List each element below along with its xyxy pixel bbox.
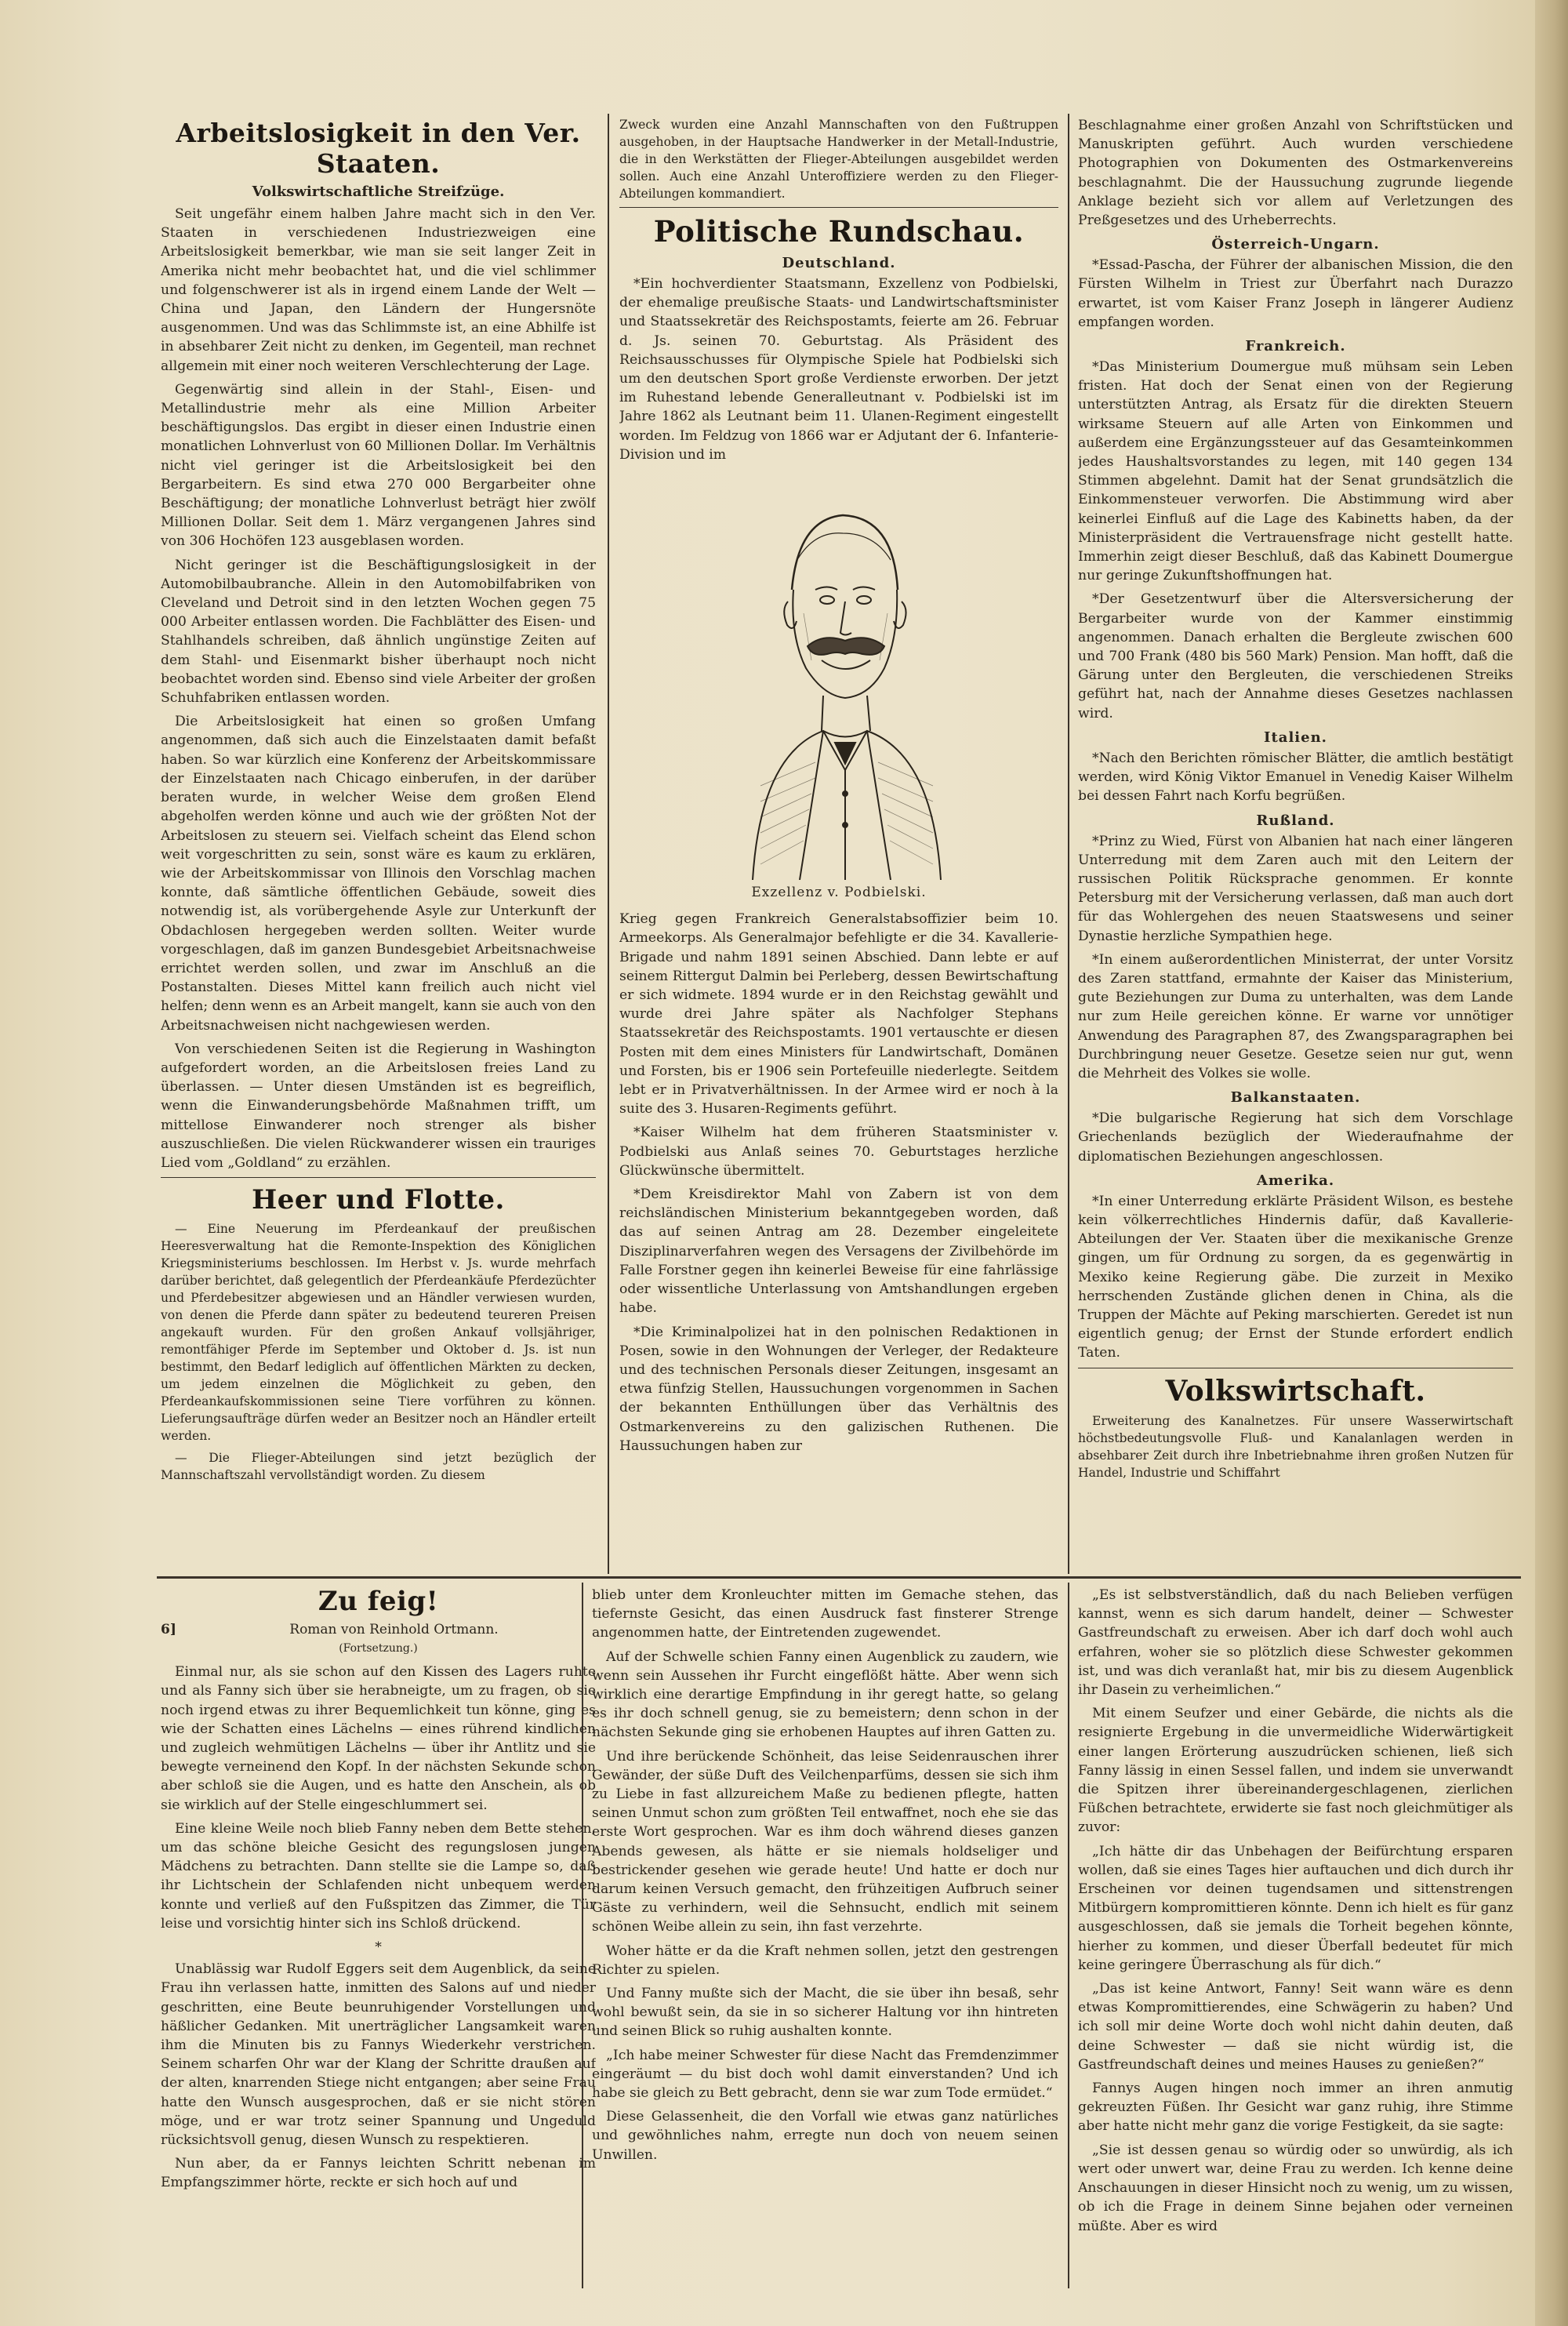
article-paragraph: *Prinz zu Wied, Fürst von Albanien hat nach einer längeren Unterredung mit dem Zaren auch mit den Leitern der russischen Politik Rücksprache genommen. Er konnte Petersburg mit der Versicherung verlassen, daß man auch dort für das Wohlergehen des neuen Staatswesens und seiner Dynastie herzliche Sympathien hege. [1078, 833, 1513, 944]
article-paragraph: *In einem außerordentlichen Ministerrat, der unter Vorsitz des Zaren stattfand, ermahnte der Kaiser das Ministerium, gute Beziehungen zur Duma zu unterhalten, was dem Lande nur zum Heile gereichen könne. Er warne vor unnötiger Anwendung des Paragraphen 87, des Zwangsparagraphen bei Durchbringung neuer Gesetze. Gesetze seien nur gut, wenn die Mehrheit des Volkes sie wolle. [1078, 951, 1513, 1081]
article-paragraph: *Das Ministerium Doumergue muß mühsam sein Leben fristen. Hat doch der Senat einen von der Regierung unterstützten Antrag, als Ersatz für die direkten Steuern wirksame Steuern auf alle Arten von Einkommen und außerdem eine Ergänzungssteuer auf das Gesamteinkommen jedes Haushaltsvorstandes zu legen, mit 140 gegen 134 Stimmen abgelehnt. Damit hat der Senat grundsätzlich die Einkommensteuer verworfen. Die Abstimmung wird aber keinerlei Einfluß auf die Lage des Kabinetts haben, da der Ministerpräsident die Vertrauensfrage nicht gestellt hatte. Immerhin zeigt dieser Beschluß, daß das Kabinett Doumergue nur geringe Zukunftshoffnungen hat. [1078, 359, 1513, 584]
country-heading: Österreich-Ungarn. [1211, 236, 1380, 253]
novel-column-3 [1078, 1586, 1513, 2291]
column-3 [1078, 116, 1513, 1575]
article-paragraph: *In einer Unterredung erklärte Präsident Wilson, es bestehe kein völkerrechtliches Hindernis dafür, daß Kavallerie-Abteilungen der Ver. Staaten über die mexikanische Grenze gingen, um für Ordnung zu sorgen, da es gegenwärtig in Mexiko keine Regierung gäbe. Die zurzeit in Mexiko herrschenden Zustände glichen denen in China, als die Truppen der Mächte auf Peking marschierten. Geredet ist nun eigentlich genug; der Ernst der Stunde erfordert endlich Taten. [1078, 1193, 1513, 1361]
article-subtitle: Volkswirtschaftliche Streifzüge. [252, 184, 505, 200]
novel-paragraph: Unablässig war Rudolf Eggers seit dem Augenblick, da seine Frau ihn verlassen hatte, inmitten des Salons auf und nieder geschritten, eine Beute beunruhigender Vorstellungen und häßlicher Gedanken. Mit unerträglicher Langsamkeit waren ihm die Minuten bis zu Fannys Wiederkehr verstrichen. Seinem scharfen Ohr war der Klang der Schritte draußen auf der alten, knarrenden Stiege nicht entgangen; aber seine Frau hatte den Wunsch ausgesprochen, daß er sie nicht stören möge, und er war trotz seiner Spannung und Ungeduld rücksichtsvoll genug, diesen Wunsch zu respektieren. [161, 1961, 596, 2149]
article-paragraph: Seit ungefähr einem halben Jahre macht sich in den Ver. Staaten in verschiedenen Industriezweigen eine Arbeitslosigkeit bemerkbar, wie man sie seit langer Zeit in Amerika nicht mehr beobachtet hat, und die viel schlimmer und folgenschwerer ist als in irgend einem Lande der Welt — China und Japan, den Ländern der Hungersnöte ausgenommen. Und was das Schlimmste ist, an eine Abhilfe ist in absehbarer Zeit nicht zu denken, im Gegenteil, man rechnet allgemein mit einer noch weiteren Verschlechterung der Lage. [161, 206, 596, 374]
novel-paragraph: „Ich habe meiner Schwester für diese Nacht das Fremdenzimmer eingeräumt — du bist doch wohl damit einverstanden? Und ich habe sie gleich zu Bett gebracht, denn sie war zum Tode ermüdet.“ [592, 2047, 1058, 2102]
page-binding-edge [1535, 0, 1568, 2326]
novel-paragraph: „Das ist keine Antwort, Fanny! Seit wann wäre es denn etwas Kompromittierendes, eine Schwägerin zu haben? Und ich soll mir deine Worte doch wohl nicht dahin deuten, daß deine Schwester — daß sie nicht würdig ist, die Gastfreundschaft deines und meines Hauses zu genießen?“ [1078, 1981, 1513, 2073]
article-paragraph: *Der Gesetzentwurf über die Altersversicherung der Bergarbeiter wurde von der Kammer einstimmig angenommen. Danach erhalten die Bergleute zwischen 600 und 700 Frank (480 bis 560 Mark) Pension. Man hofft, daß die Gärung unter den Bergleuten, die verschiedenen Streiks geführt hat, nach der Annahme dieses Gesetzes nachlassen wird. [1078, 591, 1513, 721]
novel-paragraph: Und ihre berückende Schönheit, das leise Seidenrauschen ihrer Gewänder, der süße Duft des Veilchenparfüms, dessen sie sich ihm zu Liebe in fast allzureichem Maße zu bedienen pflegte, hatten seinen Unmut schon zum größten Teil entwaffnet, noch ehe sie das erste Wort gesprochen. War es ihm doch während dieses ganzen Abends gewesen, als hätte er sie niemals holdseliger und bestrickender gesehen wie gerade heute! Und hatte er doch nur darum keinen Versuch gemacht, den frühzeitigen Aufbruch seiner Gäste zu verhindern, weil die Sehnsucht, endlich mit seinem schönen Weibe allein zu sein, ihn fast verzehrte. [592, 1748, 1058, 1935]
article-paragraph: *Essad-Pascha, der Führer der albanischen Mission, die den Fürsten Wilhelm in Triest zur Überfahrt nach Durazzo erwartet, ist vom Kaiser Franz Joseph in längerer Audienz empfangen worden. [1078, 257, 1513, 330]
country-heading: Amerika. [1256, 1172, 1335, 1189]
novel-paragraph: Auf der Schwelle schien Fanny einen Augenblick zu zaudern, wie wenn sein Aussehen ihr Furcht eingeflößt hätte. Aber wenn sich wirklich eine derartige Empfindung in ihr geregt hatte, so gelang es ihr doch schnell genug, sie zu bemeistern; denn schon in der nächsten Sekunde ging sie erhobenen Hauptes auf ihren Gatten zu. [592, 1648, 1058, 1741]
section-title: Politische Rundschau. [653, 214, 1025, 249]
novel-title: Zu feig! [318, 1586, 439, 1617]
article-paragraph: — Eine Neuerung im Pferdeankauf der preußischen Heeresverwaltung hat die Remonte-Inspektion des Königlichen Kriegsministeriums beschlossen. Im Herbst v. Js. wurde mehrfach darüber berichtet, daß gelegentlich der Pferdeankäufe Pferdezüchter und Pferdebesitzer abgewiesen und an Händler verwiesen wurden, von denen die Pferde dann später zu bedeutend teureren Preisen angekauft wurden. Für den großen Ankauf vollsjähriger, remontfähiger Pferde im September und Oktober d. Js. ist nun bestimmt, den Bedarf lediglich auf öffentlichen Märkten zu decken, um jedem einzelnen die Möglichkeit zu geben, den Pferdeankaufskommissionen seine Tiere vorführen zu können. Lieferungsaufträge dürfen weder an Besitzer noch an Händler erteilt werden. [161, 1222, 596, 1444]
novel-byline: Roman von Reinhold Ortmann. [289, 1622, 499, 1637]
installment-number: 6] [161, 1622, 176, 1637]
column-1 [161, 118, 596, 1576]
novel-column-1 [161, 1586, 596, 2291]
country-heading: Deutschland. [782, 255, 896, 271]
article-paragraph: Zweck wurden eine Anzahl Mannschaften von den Fußtruppen ausgehoben, in der Hauptsache Handwerker in der Metall-Industrie, die in den Werkstätten der Flieger-Abteilungen ausgebildet werden sollen. Auch eine Anzahl Unteroffiziere werden zu den Flieger-Abteilungen kommandiert. [619, 118, 1058, 201]
novel-paragraph: „Sie ist dessen genau so würdig oder so unwürdig, als ich wert oder unwert war, deine Frau zu werden. Ich kenne deine Anschauungen in dieser Hinsicht noch zu wenig, um zu wissen, ob ich die Frage in deinem Sinne bejahen oder verneinen müßte. Aber es wird [1078, 2142, 1513, 2234]
novel-byline-row [161, 1622, 596, 1637]
article-paragraph: *Dem Kreisdirektor Mahl von Zabern ist von dem reichsländischen Ministerium bekanntgegeben worden, daß das auf seinen Antrag am 28. Dezember eingeleitete Disziplinarverfahren wegen des Versagens der Zivilbehörde im Falle Forstner gegen ihn keinerlei Beweise für eine fahrlässige oder wissentliche Unterlassung von Amtshandlungen ergeben habe. [619, 1187, 1058, 1317]
novel-paragraph: „Es ist selbstverständlich, daß du nach Belieben verfügen kannst, wenn es sich darum handelt, deiner — Schwester Gastfreundschaft zu erweisen. Aber ich darf doch wohl auch erfahren, woher sie so plötzlich diese Schwester gekommen ist, und was dich veranlaßt hat, mir bis zu diesem Augenblick ihr Dasein zu verheimlichen.“ [1078, 1587, 1513, 1699]
article-paragraph: Krieg gegen Frankreich Generalstabsoffizier beim 10. Armeekorps. Als Generalmajor befehligte er die 34. Kavallerie-Brigade und nahm 1891 seinen Abschied. Dann lebte er auf seinem Rittergut Dalmin bei Perleberg, dessen Bewirtschaftung er sich widmete. 1894 wurde er in den Reichstag gewählt und wurde drei Jahre später als Nachfolger Stephans Staatssekretär des Reichspostamts. 1901 vertauschte er diesen Posten mit dem eines Ministers für Landwirtschaft, Domänen und Forsten, bis er 1906 sein Portefeuille niederlegte. Seitdem lebt er in Privatverhältnissen. In der Armee wird er noch à la suite des 3. Husaren-Regiments geführt. [619, 911, 1058, 1118]
article-paragraph: Nicht geringer ist die Beschäftigungslosigkeit in der Automobilbaubranche. Allein in den Automobilfabriken von Cleveland und Detroit sind in den letzten Wochen gegen 75 000 Arbeiter entlassen worden. Die Fachblätter des Eisen- und Stahlhandels schreiben, daß ähnlich ungünstige Zeiten auf dem Stahl- und Eisenmarkt bisher überhaupt noch nicht beobachtet worden sind. Ebenso sind viele Arbeiter der großen Schuhfabriken entlassen worden. [161, 557, 596, 707]
column-rule [1068, 1583, 1069, 2288]
country-heading: Balkanstaaten. [1230, 1089, 1361, 1107]
novel-paragraph: Nun aber, da er Fannys leichten Schritt nebenan im Empfangszimmer hörte, reckte er sich hoch auf und [161, 2156, 596, 2191]
article-paragraph: *Die bulgarische Regierung hat sich dem Vorschlage Griechenlands bezüglich der Wiederaufnahme der diplomatischen Beziehungen angeschlossen. [1078, 1110, 1513, 1165]
article-paragraph: Die Arbeitslosigkeit hat einen so großen Umfang angenommen, daß sich auch die Einzelstaaten damit befaßt haben. So war kürzlich eine Konferenz der Arbeitskommissare der Einzelstaaten nach Chicago einberufen, in der darüber beraten wurde, in welcher Weise dem großen Elend abgeholfen werden könne und auch wie der größten Not der Arbeitslosen zu steuern sei. Vielfach scheint das Elend schon weit vorgeschritten zu sein, sonst wäre es kaum zu erklären, wie der Arbeitskommissar von Illinois den Vorschlag machen konnte, daß sämtliche öffentlichen Gebäude, soweit dies notwendig ist, als vorübergehende Asyle zur Unterkunft der Obdachlosen hergegeben werden sollten. Weiter wurde vorgeschlagen, daß im ganzen Bundesgebiet Arbeitsnachweise errichtet werden sollen, und zwar im Anschluß an die Postanstalten. Dieses Mittel kann freilich auch nicht viel helfen; denn wenn es an Arbeit mangelt, kann sie auch von den Arbeitsnachweisen nicht nachgewiesen werden. [161, 714, 596, 1034]
article-paragraph: *Kaiser Wilhelm hat dem früheren Staatsminister v. Podbielski aus Anlaß seines 70. Geburtstages herzliche Glückwünsche übermittelt. [619, 1125, 1058, 1179]
section-rule [619, 207, 1058, 208]
article-paragraph: Gegenwärtig sind allein in der Stahl-, Eisen- und Metallindustrie mehr als eine Million Arbeiter beschäftigungslos. Das ergibt in dieser einen Industrie einen monatlichen Lohnverlust von 60 Millionen Dollar. Im Verhältnis nicht viel geringer ist die Arbeitslosigkeit bei den Bergarbeitern. Es sind etwa 270 000 Bergarbeiter ohne Beschäftigung; der monatliche Lohnverlust beträgt hier zwölf Millionen Dollar. Seit dem 1. März vergangenen Jahres sind von 306 Hochöfen 123 ausgeblasen worden. [161, 381, 596, 550]
article-title: Arbeitslosigkeit in den Ver. Staaten. [176, 118, 581, 179]
section-title: Volkswirtschaft. [1165, 1374, 1426, 1408]
country-heading: Frankreich. [1245, 338, 1346, 355]
novel-column-2 [592, 1586, 1058, 2291]
article-paragraph: Beschlagnahme einer großen Anzahl von Schriftstücken und Manuskripten geführt. Auch wurden verschiedene Photographien von Dokumenten des Ostmarkenvereins beschlagnahmt. Die der Haussuchung zugrunde liegende Anklage bezieht sich vor allem auf Verletzungen des Preßgesetzes und des Urheberrechts. [1078, 118, 1513, 229]
feuilleton-separator [157, 1576, 1521, 1579]
novel-paragraph: Mit einem Seufzer und einer Gebärde, die nichts als die resignierte Ergebung in die unvermeidliche Widerwärtigkeit einer langen Erörterung auszudrücken schienen, ließ sich Fanny lässig in einen Sessel fallen, und indem sie unverwandt die Spitzen ihrer übereinandergeschlagenen, zierlichen Füßchen betrachtete, erwiderte sie fast noch gleichmütiger als zuvor: [1078, 1706, 1513, 1836]
novel-paragraph: blieb unter dem Kronleuchter mitten im Gemache stehen, das tiefernste Gesicht, das einen Ausdruck fast finsterer Strenge angenommen hatte, der Eintretenden zugewendet. [592, 1587, 1058, 1641]
article-paragraph: Erweiterung des Kanalnetzes. Für unsere Wasserwirtschaft höchstbedeutungsvolle Fluß- und Kanalanlagen werden in absehbarer Zeit durch ihre Inbetriebnahme ihren großen Nutzen für Handel, Industrie und Schiffahrt [1078, 1413, 1513, 1480]
section-rule [161, 1177, 596, 1178]
novel-paragraph: Diese Gelassenheit, die den Vorfall wie etwas ganz natürliches und gewöhnliches nahm, erregte nun doch von neuem seinen Unwillen. [592, 2109, 1058, 2163]
section-break-asterisk: * [375, 1939, 382, 1956]
portrait-engraving [706, 472, 972, 880]
column-2 [619, 116, 1058, 1575]
column-rule [608, 114, 609, 1574]
article-paragraph: *Nach den Berichten römischer Blätter, die amtlich bestätigt werden, wird König Viktor Emanuel in Venedig Kaiser Wilhelm bei dessen Fahrt nach Korfu begrüßen. [1078, 750, 1513, 805]
novel-paragraph: Woher hätte er da die Kraft nehmen sollen, jetzt den gestrengen Richter zu spielen. [592, 1943, 1058, 1978]
article-paragraph: *Ein hochverdienter Staatsmann, Exzellenz von Podbielski, der ehemalige preußische Staats- und Landwirtschaftsminister und Staatssekretär des Reichspostamts, feierte am 26. Februar d. Js. seinen 70. Geburtstag. Als Präsident des Reichsausschusses für Olympische Spiele hat Podbielski sich um den deutschen Sport große Verdienste erworben. Der jetzt im Ruhestand lebende Generalleutnant v. Podbielski ist im Jahre 1862 als Leutnant beim 11. Ulanen-Regiment eingestellt worden. Im Feldzug von 1866 war er Adjutant der 6. Infanterie-Division und im [619, 276, 1058, 463]
novel-paragraph: Eine kleine Weile noch blieb Fanny neben dem Bette stehen, um das schöne bleiche Gesicht des regungslosen jungen Mädchens zu betrachten. Dann stellte sie die Lampe so, daß ihr Lichtschein der Schlafenden nicht unbequem werden konnte und verließ auf den Fußspitzen das Zimmer, die Tür leise und vorsichtig hinter sich ins Schloß drückend. [161, 1820, 596, 1932]
article-paragraph: Von verschiedenen Seiten ist die Regierung in Washington aufgefordert worden, an die Arbeitslosen freies Land zu überlassen. — Unter diesen Umständen ist es begreiflich, wenn die Einwanderungsbehörde Maßnahmen trifft, um mittellose Einwanderer noch strenger als bisher auszuschließen. Die vielen Rückwanderer wissen ein trauriges Lied vom „Goldland“ zu erzählen. [161, 1041, 596, 1171]
section-title: Heer und Flotte. [252, 1184, 505, 1216]
country-heading: Italien. [1264, 729, 1327, 746]
column-rule [1068, 114, 1069, 1574]
continuation-note: (Fortsetzung.) [339, 1642, 418, 1655]
article-paragraph: *Die Kriminalpolizei hat in den polnischen Redaktionen in Posen, sowie in den Wohnungen der Verleger, der Redakteure und des technischen Personals dieser Zeitungen, insgesamt an etwa fünfzig Stellen, Haussuchungen vorgenommen in Sachen der bekannten Enthüllungen über das Verhältnis des Ostmarkenvereins zu den galizischen Ruthenen. Die Haussuchungen haben zur [619, 1324, 1058, 1454]
novel-paragraph: Einmal nur, als sie schon auf den Kissen des Lagers ruhte und als Fanny sich über sie herabneigte, um zu fragen, ob sie noch irgend etwas zu ihrer Bequemlichkeit tun könne, ging es wie der Schatten eines Lächelns — eines rührend kindlichen und zugleich wehmütigen Lächelns — über ihr Antlitz und sie bewegte verneinend den Kopf. In der nächsten Sekunde schon aber schloß sie die Augen, und es hatte den Anschein, als ob sie wirklich auf der Stelle eingeschlummert sei. [161, 1664, 596, 1813]
novel-paragraph: Fannys Augen hingen noch immer an ihren anmutig gekreuzten Füßen. Ihr Gesicht war ganz ruhig, ihre Stimme aber hatte nicht mehr ganz die vorige Festigkeit, da sie sagte: [1078, 2081, 1513, 2135]
novel-paragraph: Und Fanny mußte sich der Macht, die sie über ihn besaß, sehr wohl bewußt sein, da sie in so sicherer Haltung vor ihn hintreten und seinen Blick so ruhig aushalten konnte. [592, 1986, 1058, 2040]
article-paragraph: — Die Flieger-Abteilungen sind jetzt bezüglich der Mannschaftszahl vervollständigt worden. Zu diesem [161, 1451, 596, 1483]
country-heading: Rußland. [1256, 812, 1335, 829]
portrait-caption: Exzellenz v. Podbielski. [751, 885, 927, 901]
novel-paragraph: „Ich hätte dir das Unbehagen der Beifürchtung ersparen wollen, daß sie eines Tages hier auftauchen und dich durch ihr Erscheinen vor deinen tugendsamen und sittenstrengen Mitbürgern kompromittieren könnte. Denn ich hielt es für ganz ausgeschlossen, daß sie jemals die Torheit begehen könnte, hierher zu kommen, und dieser Überfall bedeutet für mich keine geringere Überraschung als für dich.“ [1078, 1843, 1513, 1973]
